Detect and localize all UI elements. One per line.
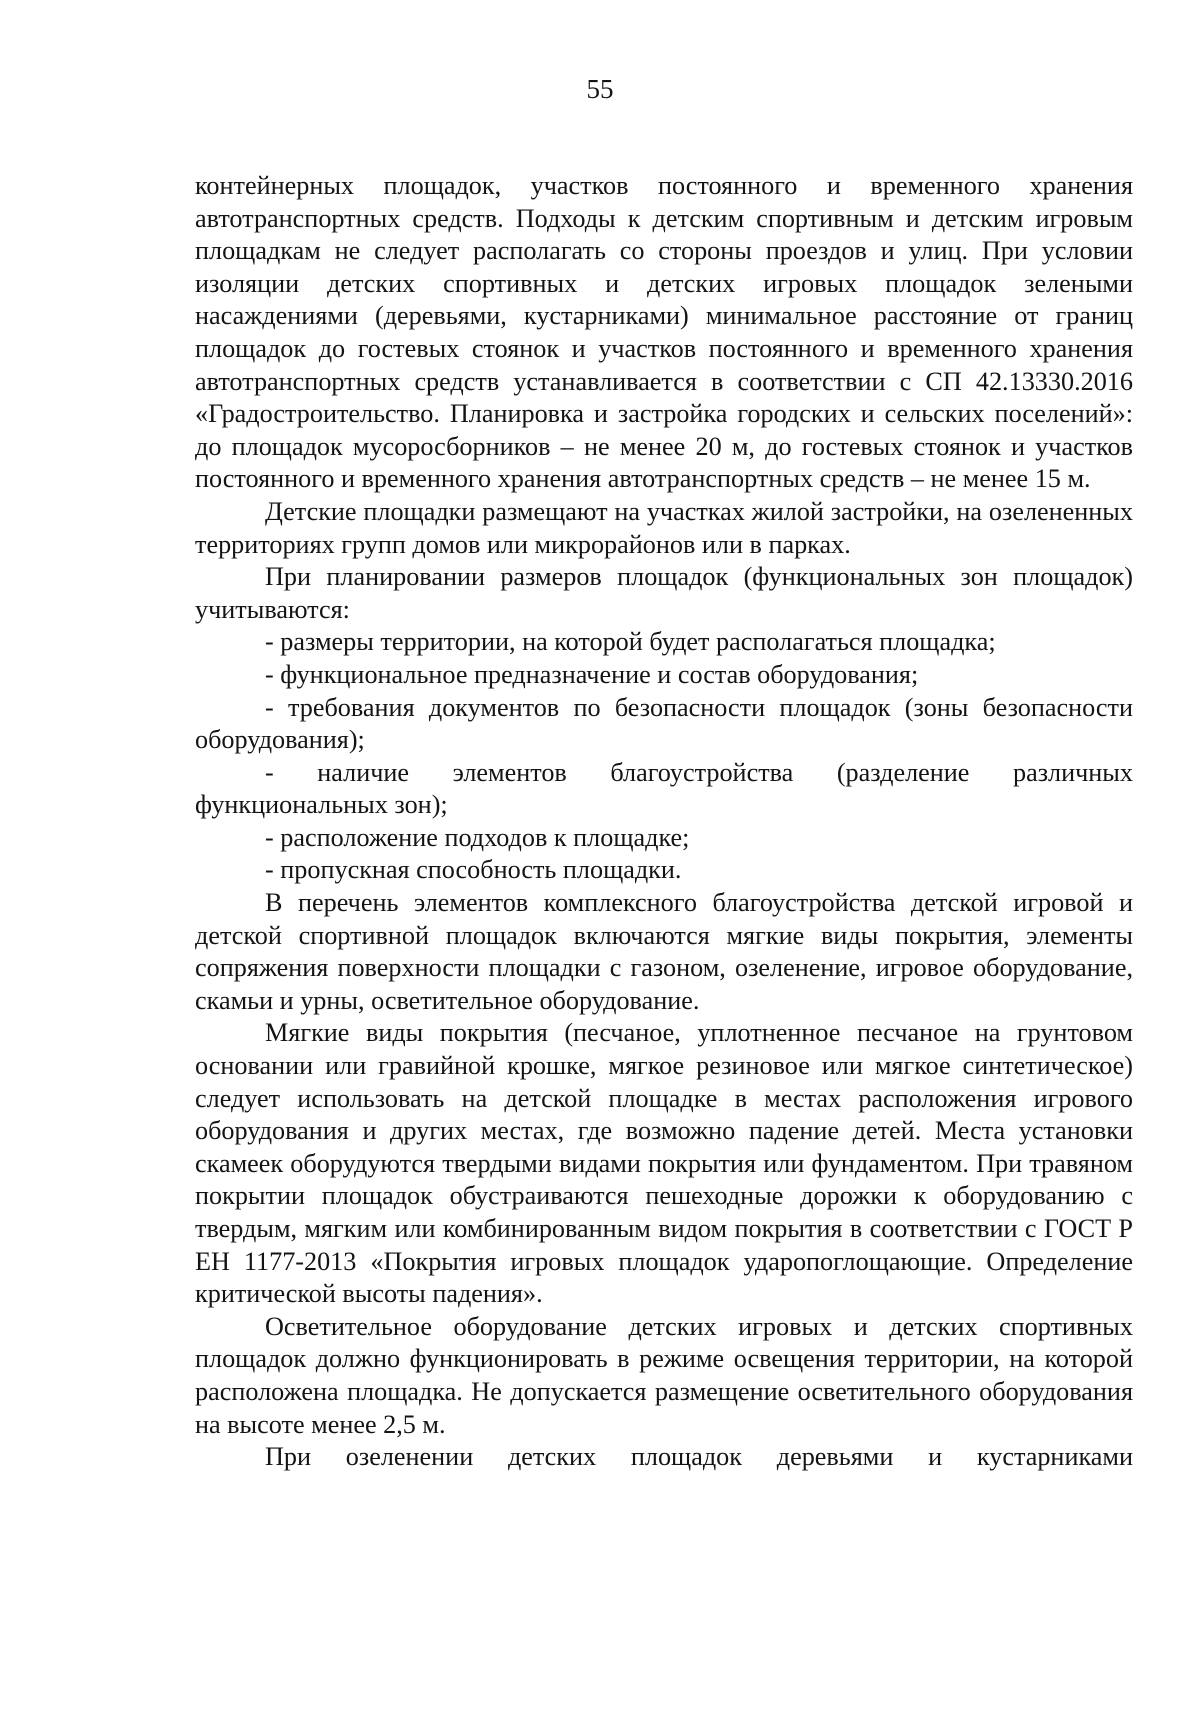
list-item-improvement-elements: - наличие элементов благоустройства (разделение различных функциональных зон); <box>195 757 1133 820</box>
list-item-capacity: - пропускная способность площадки. <box>265 855 682 885</box>
paragraph-playground-placement: Детские площадки размещают на участках жилой застройки, на озелененных территориях групп домов или микрорайонов или в парках. <box>195 496 1133 559</box>
paragraph-lighting: Осветительное оборудование детских игровых и детских спортивных площадок должно функционировать в режиме освещения территории, на которой расположена площадка. Не допускается размещение осветительного оборудования на высоте менее 2,5 м. <box>195 1311 1133 1439</box>
page-body <box>195 170 1133 1474</box>
list-item-territory-size: - размеры территории, на которой будет располагаться площадка; <box>265 627 996 657</box>
list-item-safety: - требования документов по безопасности площадок (зоны безопасности оборудования); <box>195 692 1133 755</box>
list-item-function: - функциональное предназначение и состав оборудования; <box>265 659 919 689</box>
paragraph-planning-intro: При планировании размеров площадок (функциональных зон площадок) учитываются: <box>195 562 1133 624</box>
page-number: 55 <box>586 74 614 104</box>
list-item-approaches: - расположение подходов к площадке; <box>265 822 690 852</box>
paragraph-greening-start: При озеленении детских площадок деревьями и кустарниками <box>265 1442 1133 1472</box>
paragraph-soft-coverings: Мягкие виды покрытия (песчаное, уплотненное песчаное на грунтовом основании или гравийной крошке, мягкое резиновое или мягкое синтетическое) следует использовать на детской площадке в местах расположения игрового оборудования и других местах, где возможно падение детей. Места установки скамеек оборудуются твердыми видами покрытия или фундаментом. При травяном покрытии площадок обустраиваются пешеходные дорожки к оборудованию с твердым, мягким или комбинированным видом покрытия в соответствии с ГОСТ Р ЕН 1177-2013 «Покрытия игровых площадок ударопоглощающие. Определение критической высоты падения». <box>195 1018 1133 1309</box>
paragraph-continuation: контейнерных площадок, участков постоянного и временного хранения автотранспортных средств. Подходы к детским спортивным и детским игровым площадкам не следует располагать со стороны проездов и улиц. При условии изоляции детских спортивных и детских игровых площадок зелеными насаждениями (деревьями, кустарниками) минимальное расстояние от границ площадок до гостевых стоянок и участков постоянного и временного хранения автотранспортных средств устанавливается в соответствии с СП 42.13330.2016 «Градостроительство. Планировка и застройка городских и сельских поселений»: до площадок мусоросборников – не менее 20 м, до гостевых стоянок и участков постоянного и временного хранения автотранспортных средств – не менее 15 м. <box>195 171 1133 494</box>
paragraph-elements-list: В перечень элементов комплексного благоустройства детской игровой и детской спортивной площадок включаются мягкие виды покрытия, элементы сопряжения поверхности площадки с газоном, озеленение, игровое оборудование, скамьи и урны, осветительное оборудование. <box>195 888 1133 1015</box>
